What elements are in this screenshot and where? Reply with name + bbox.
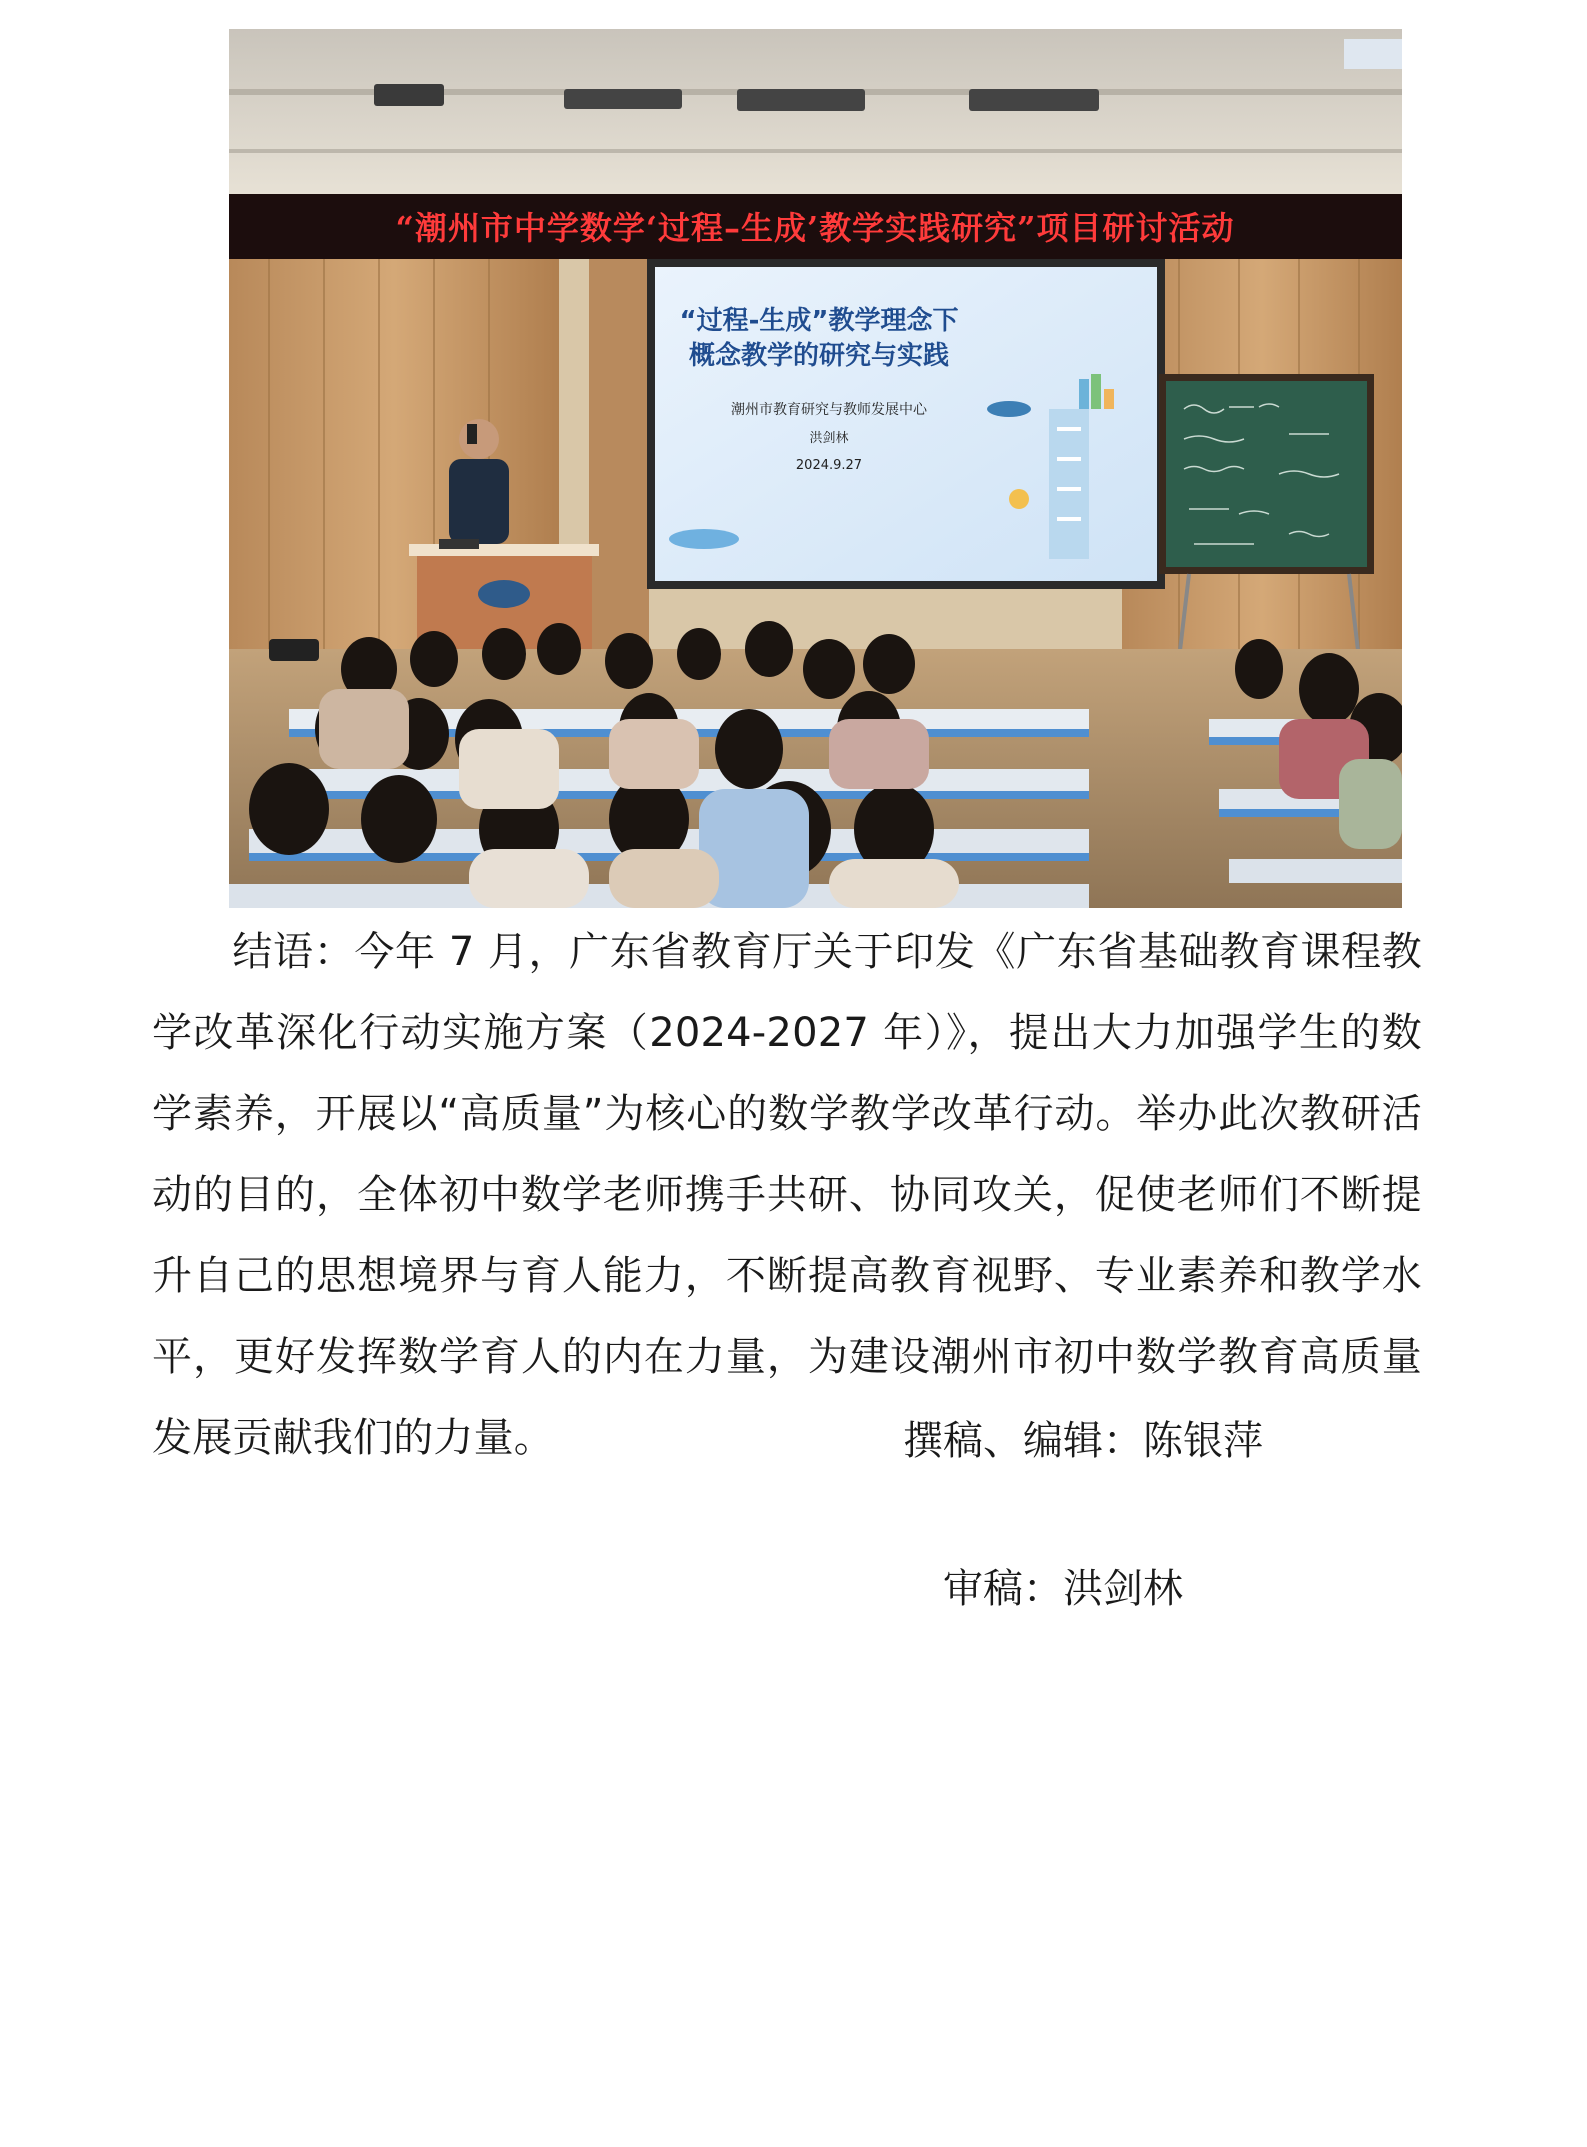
slide-org: 潮州市教育研究与教师发展中心 bbox=[731, 402, 927, 418]
podium-top bbox=[409, 544, 599, 556]
editor-credit: 撰稿、编辑：陈银萍 bbox=[903, 1418, 1263, 1464]
closing-paragraph-text: 结语：今年 7 月，广东省教育厅关于印发《广东省基础教育课程教学改革深化行动实施方案（2024-2027 年）》，提出大力加强学生的数学素养，开展以“高质量”为核心的数学教学改革行动。举办此次教研活动的目的，全体初中数学老师携手共研、协同攻关，促使老师们不断提升自己的思想境界与育人能力，不断提高教育视野、专业素养和教学水平，更好发挥数学育人的内在力量，为建设潮州市初中数学教育高质量发展贡献我们的力量。 bbox=[152, 929, 1422, 1461]
led-banner-text: “潮州市中学数学‘过程–生成’教学实践研究”项目研讨活动 bbox=[395, 209, 1235, 247]
slide-date: 2024.9.27 bbox=[795, 458, 863, 473]
slide-title-line1: “过程-生成”教学理念下 bbox=[679, 306, 959, 336]
phone-in-audience bbox=[269, 639, 319, 661]
reviewer-credit: 审稿：洪剑林 bbox=[943, 1566, 1183, 1612]
ceiling bbox=[229, 29, 1402, 199]
slide-speaker: 洪剑林 bbox=[809, 431, 849, 446]
slide-title-line2: 概念教学的研究与实践 bbox=[688, 341, 950, 371]
event-photo bbox=[229, 29, 1402, 908]
closing-paragraph bbox=[152, 912, 1422, 1479]
chalkboard bbox=[1166, 381, 1367, 567]
